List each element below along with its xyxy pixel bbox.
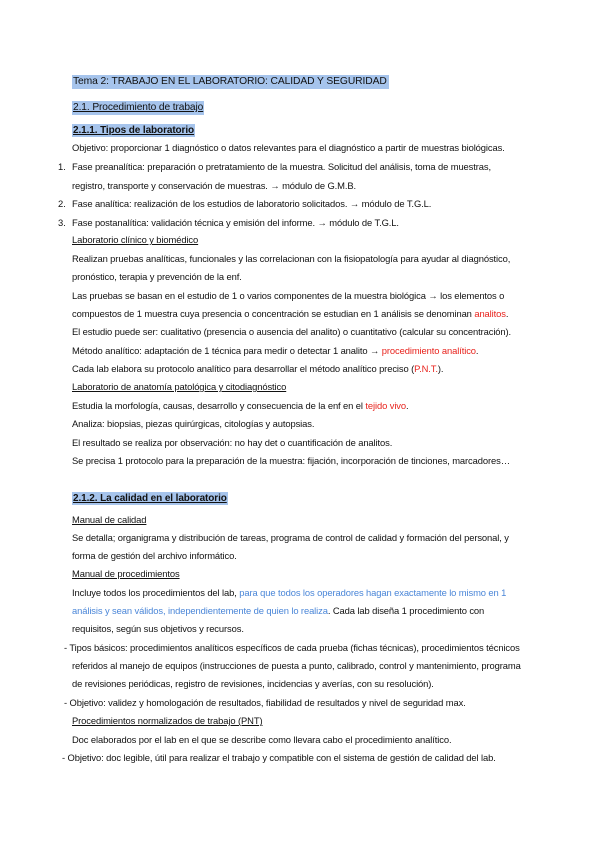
section-heading-2-1-2: 2.1.2. La calidad en el laboratorio — [73, 493, 227, 504]
objective-text: Objetivo: proporcionar 1 diagnóstico o datos relevantes para el diagnóstico a partir de muestras biológicas. — [72, 142, 505, 153]
paragraph-text: Método analítico: adaptación de 1 técnica para medir o detectar 1 analito → — [72, 345, 380, 356]
list-item: Fase analítica: realización de los estudios de laboratorio solicitados. → módulo de T.G.L. — [72, 198, 432, 209]
bullet-item-continued: referidos al manejo de equipos (instrucciones de puesta a punto, calibrado, control y mantenimiento, programa — [72, 660, 521, 671]
paragraph-text: Estudia la morfología, causas, desarrollo y consecuencia de la enf en el — [72, 400, 363, 411]
paragraph-line: El estudio puede ser: cualitativo (presencia o ausencia del analito) o cuantitativo (calcular su concentración). — [72, 326, 512, 337]
highlight-analitos: analitos — [474, 308, 506, 319]
section-2-1-text: 2.1. Procedimiento de trabajo — [73, 102, 204, 113]
highlight-blue: para que todos los operadores hagan exactamente lo mismo en 1 — [239, 587, 507, 598]
paragraph-text: compuestos de 1 muestra cuya presencia o concentración se estudian en 1 análisis se denominan — [72, 308, 472, 319]
highlight-procedimiento: procedimiento analítico — [381, 345, 476, 356]
paragraph-line — [72, 308, 508, 320]
punctuation: . — [406, 400, 409, 411]
bullet-item: - Objetivo: validez y homologación de resultados, fiabilidad de resultados y nivel de seguridad max. — [64, 697, 466, 708]
list-item-continued: registro, transporte y conservación de muestras. → módulo de G.M.B. — [72, 180, 357, 191]
subheading-manual-procedimientos: Manual de procedimientos — [72, 568, 180, 579]
list-item: Fase postanalítica: validación técnica y emisión del informe. → módulo de T.G.L. — [72, 217, 399, 228]
paragraph-line — [72, 587, 506, 599]
section-heading-2-1 — [72, 101, 204, 115]
subheading-pnt: Procedimientos normalizados de trabajo (PNT) — [72, 715, 263, 726]
paragraph-line: forma de gestión del archivo informático. — [72, 550, 237, 561]
paragraph-line — [72, 400, 409, 412]
paragraph-line — [72, 605, 484, 617]
paragraph-line: requisitos, según sus objetivos y recursos. — [72, 623, 244, 634]
paragraph-line: Doc elaborados por el lab en el que se describe como llevara cabo el procedimiento analítico. — [72, 734, 452, 745]
bullet-item: - Objetivo: doc legible, útil para realizar el trabajo y compatible con el sistema de gestión de calidad del lab. — [62, 752, 496, 763]
bullet-item-continued: de revisiones periódicas, registro de revisiones, incidencias y averías, con su resolución). — [72, 678, 434, 689]
paragraph-text: . Cada lab diseña 1 procedimiento con — [327, 605, 485, 616]
punctuation: ). — [437, 363, 444, 374]
paragraph-line: Analiza: biopsias, piezas quirúrgicas, citologías y autopsias. — [72, 418, 315, 429]
page-title: Tema 2: TRABAJO EN EL LABORATORIO: CALIDAD Y SEGURIDAD — [73, 76, 387, 87]
paragraph-line — [72, 363, 443, 375]
highlight-pnt: P.N.T. — [414, 363, 438, 374]
subheading-lab-clinico: Laboratorio clínico y biomédico — [72, 234, 199, 245]
punctuation: . — [475, 345, 479, 356]
list-number: 2. — [58, 198, 66, 209]
list-number: 3. — [58, 217, 66, 228]
paragraph-line: El resultado se realiza por observación: no hay det o cuantificación de analitos. — [72, 437, 393, 448]
punctuation: . — [505, 308, 509, 319]
paragraph-line: Se precisa 1 protocolo para la preparación de la muestra: fijación, incorporación de tinciones, marcadores… — [72, 455, 510, 466]
paragraph-line: Las pruebas se basan en el estudio de 1 o varios componentes de la muestra biológica → los elementos o — [72, 290, 505, 301]
list-item: Fase preanalítica: preparación o pretratamiento de la muestra. Solicitud del análisis, toma de muestras, — [72, 161, 491, 172]
paragraph-line: Se detalla; organigrama y distribución de tareas, programa de control de calidad y formación del personal, y — [72, 532, 509, 543]
section-heading-2-1-1: 2.1.1. Tipos de laboratorio — [73, 125, 195, 136]
paragraph-line: pronóstico, terapia y prevención de la enf. — [72, 271, 242, 282]
list-number: 1. — [58, 161, 66, 172]
highlight-tejido-vivo: tejido vivo — [365, 400, 407, 411]
bullet-item: - Tipos básicos: procedimientos analíticos específicos de cada prueba (fichas técnicas), procedimientos técnicos — [64, 642, 520, 653]
paragraph-line: Realizan pruebas analíticas, funcionales y las correlacionan con la fisiopatología para ayudar al diagnóstico, — [72, 253, 511, 264]
paragraph-text: Incluye todos los procedimientos del lab, — [72, 587, 237, 598]
paragraph-line — [72, 345, 478, 357]
subheading-manual-calidad: Manual de calidad — [72, 514, 147, 525]
highlight-blue: análisis y sean válidos, independientemente de quien lo realiza — [72, 605, 328, 616]
subheading-lab-anatomia: Laboratorio de anatomía patológica y citodiagnóstico — [72, 381, 287, 392]
paragraph-text: Cada lab elabora su protocolo analítico para desarrollar el método analítico preciso ( — [72, 363, 415, 374]
